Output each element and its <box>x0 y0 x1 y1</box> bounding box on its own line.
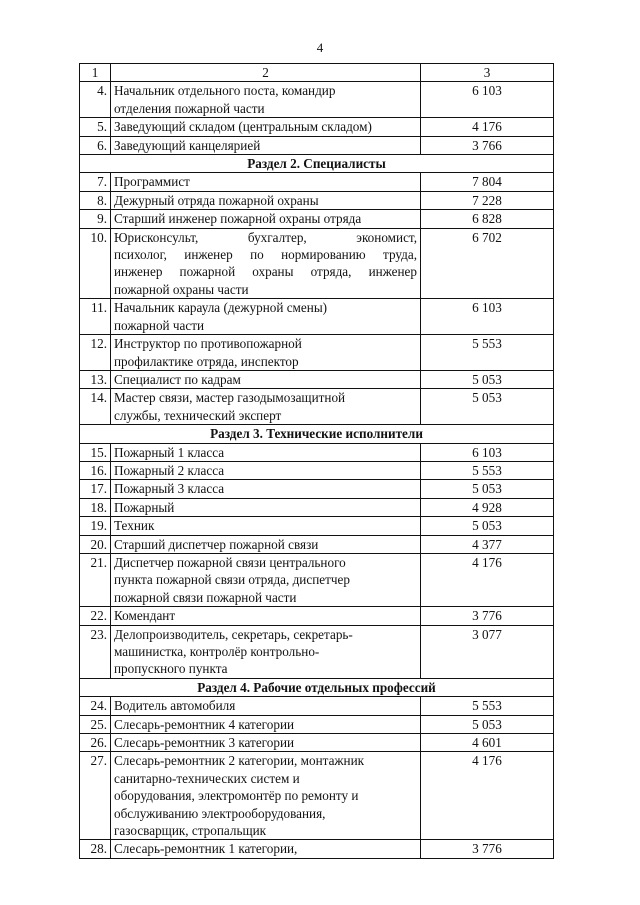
table-row <box>80 625 554 678</box>
salary-value: 7 228 <box>421 191 554 209</box>
row-number: 12. <box>80 335 111 371</box>
row-number: 15. <box>80 443 111 461</box>
salary-value: 5 053 <box>421 370 554 388</box>
position-name <box>111 752 421 840</box>
table-row <box>80 461 554 479</box>
position-name-line: профилактике отряда, инспектор <box>114 353 299 369</box>
position-name-line: пункта пожарной связи отряда, диспетчер <box>114 572 350 588</box>
row-number: 4. <box>80 82 111 118</box>
table-row <box>80 480 554 498</box>
table-row <box>80 535 554 553</box>
row-number: 10. <box>80 228 111 299</box>
table-row <box>80 191 554 209</box>
position-name <box>111 498 421 516</box>
table-row <box>80 607 554 625</box>
position-name <box>111 82 421 118</box>
position-name-line: газосварщик, стропальщик <box>114 823 267 839</box>
table-header-row <box>80 64 554 82</box>
row-number: 14. <box>80 389 111 425</box>
row-number: 18. <box>80 498 111 516</box>
position-name <box>111 840 421 858</box>
position-name <box>111 517 421 535</box>
position-name-line: Пожарный 1 класса <box>114 444 225 460</box>
position-name-line: Пожарный 3 класса <box>114 481 225 497</box>
position-name-line: инженер пожарной охраны отряда, инженер <box>114 264 417 280</box>
position-name-line: санитарно-технических систем и <box>114 770 300 786</box>
position-name <box>111 443 421 461</box>
table-row <box>80 553 554 606</box>
salary-value: 3 077 <box>421 625 554 678</box>
salary-table <box>79 63 554 859</box>
table-row <box>80 389 554 425</box>
salary-table-body <box>80 64 554 859</box>
row-number: 17. <box>80 480 111 498</box>
position-name-line: пожарной охраны части <box>114 281 249 297</box>
header-col-position: 2 <box>111 64 421 82</box>
position-name <box>111 697 421 715</box>
salary-value: 4 176 <box>421 118 554 136</box>
section-heading-row <box>80 678 554 696</box>
position-name-line: оборудования, электромонтёр по ремонту и <box>114 788 359 804</box>
salary-value: 5 553 <box>421 697 554 715</box>
row-number: 7. <box>80 173 111 191</box>
row-number: 9. <box>80 210 111 228</box>
salary-value: 6 702 <box>421 228 554 299</box>
position-name-line: Мастер связи, мастер газодымозащитной <box>114 390 346 406</box>
position-name <box>111 389 421 425</box>
position-name-line: Диспетчер пожарной связи центрального <box>114 554 346 570</box>
position-name-line: Начальник отдельного поста, командир <box>114 83 336 99</box>
position-name-line: Пожарный 2 класса <box>114 462 225 478</box>
position-name-line: Старший инженер пожарной охраны отряда <box>114 211 362 227</box>
salary-value: 6 103 <box>421 443 554 461</box>
position-name <box>111 118 421 136</box>
row-number: 8. <box>80 191 111 209</box>
salary-value: 3 766 <box>421 136 554 154</box>
table-row <box>80 517 554 535</box>
row-number: 21. <box>80 553 111 606</box>
salary-value: 5 553 <box>421 335 554 371</box>
table-row <box>80 498 554 516</box>
row-number: 19. <box>80 517 111 535</box>
salary-value: 6 103 <box>421 82 554 118</box>
row-number: 26. <box>80 734 111 752</box>
header-col-number: 1 <box>80 64 111 82</box>
section-title: Раздел 3. Технические исполнители <box>80 425 554 443</box>
table-row <box>80 118 554 136</box>
position-name <box>111 715 421 733</box>
position-name <box>111 480 421 498</box>
position-name <box>111 136 421 154</box>
position-name-line: Инструктор по противопожарной <box>114 336 302 352</box>
header-col-salary: 3 <box>421 64 554 82</box>
row-number: 11. <box>80 299 111 335</box>
salary-value: 6 103 <box>421 299 554 335</box>
row-number: 24. <box>80 697 111 715</box>
salary-value: 5 053 <box>421 389 554 425</box>
position-name-line: пожарной части <box>114 317 205 333</box>
position-name-line: Комендант <box>114 608 176 624</box>
position-name-line: Слесарь-ремонтник 4 категории <box>114 716 295 732</box>
salary-value: 4 377 <box>421 535 554 553</box>
position-name-line: Программист <box>114 174 190 190</box>
salary-value: 4 176 <box>421 553 554 606</box>
table-row <box>80 752 554 840</box>
section-heading-row <box>80 425 554 443</box>
position-name-line: Юрисконсульт, бухгалтер, экономист, <box>114 229 417 245</box>
row-number: 27. <box>80 752 111 840</box>
table-row <box>80 697 554 715</box>
position-name-line: Дежурный отряда пожарной охраны <box>114 192 319 208</box>
position-name <box>111 335 421 371</box>
position-name <box>111 461 421 479</box>
row-number: 20. <box>80 535 111 553</box>
position-name-line: службы, технический эксперт <box>114 407 282 423</box>
salary-value: 3 776 <box>421 607 554 625</box>
table-row <box>80 136 554 154</box>
position-name <box>111 535 421 553</box>
position-name-line: Техник <box>114 518 155 534</box>
table-row <box>80 443 554 461</box>
salary-value: 6 828 <box>421 210 554 228</box>
row-number: 25. <box>80 715 111 733</box>
row-number: 16. <box>80 461 111 479</box>
table-row <box>80 734 554 752</box>
table-row <box>80 82 554 118</box>
position-name-line: Начальник караула (дежурной смены) <box>114 300 328 316</box>
table-row <box>80 840 554 858</box>
salary-value: 5 053 <box>421 480 554 498</box>
salary-value: 5 053 <box>421 715 554 733</box>
position-name <box>111 734 421 752</box>
table-row <box>80 335 554 371</box>
table-row <box>80 715 554 733</box>
position-name-line: Пожарный <box>114 499 175 515</box>
table-row <box>80 299 554 335</box>
row-number: 6. <box>80 136 111 154</box>
salary-value: 4 176 <box>421 752 554 840</box>
section-title: Раздел 4. Рабочие отдельных профессий <box>80 678 554 696</box>
position-name-line: Делопроизводитель, секретарь, секретарь- <box>114 626 353 642</box>
position-name <box>111 210 421 228</box>
salary-value: 4 601 <box>421 734 554 752</box>
position-name <box>111 191 421 209</box>
section-title: Раздел 2. Специалисты <box>80 155 554 173</box>
row-number: 5. <box>80 118 111 136</box>
table-row <box>80 228 554 299</box>
position-name <box>111 553 421 606</box>
position-name <box>111 299 421 335</box>
position-name-line: Слесарь-ремонтник 2 категории, монтажник <box>114 753 365 769</box>
position-name-line: психолог, инженер по нормированию труда, <box>114 247 417 263</box>
position-name-line: обслуживанию электрооборудования, <box>114 805 326 821</box>
table-row <box>80 173 554 191</box>
position-name-line: пропускного пункта <box>114 661 228 677</box>
position-name-line: Заведующий канцелярией <box>114 137 261 153</box>
table-row <box>80 370 554 388</box>
position-name <box>111 228 421 299</box>
position-name-line: Слесарь-ремонтник 3 категории <box>114 735 295 751</box>
salary-value: 5 053 <box>421 517 554 535</box>
section-heading-row <box>80 155 554 173</box>
row-number: 23. <box>80 625 111 678</box>
position-name-line: Слесарь-ремонтник 1 категории, <box>114 841 298 857</box>
position-name-line: Заведующий складом (центральным складом) <box>114 119 372 135</box>
salary-value: 5 553 <box>421 461 554 479</box>
position-name-line: Старший диспетчер пожарной связи <box>114 536 319 552</box>
position-name-line: Водитель автомобиля <box>114 698 236 714</box>
position-name <box>111 625 421 678</box>
position-name-line: машинистка, контролёр контрольно- <box>114 644 320 659</box>
position-name <box>111 173 421 191</box>
position-name <box>111 370 421 388</box>
salary-value: 4 928 <box>421 498 554 516</box>
row-number: 28. <box>80 840 111 858</box>
row-number: 22. <box>80 607 111 625</box>
position-name-line: пожарной связи пожарной части <box>114 589 297 605</box>
row-number: 13. <box>80 370 111 388</box>
table-row <box>80 210 554 228</box>
position-name <box>111 607 421 625</box>
salary-value: 3 776 <box>421 840 554 858</box>
salary-value: 7 804 <box>421 173 554 191</box>
page-number: 4 <box>316 40 324 55</box>
position-name-line: отделения пожарной части <box>114 100 265 116</box>
position-name-line: Специалист по кадрам <box>114 371 241 387</box>
